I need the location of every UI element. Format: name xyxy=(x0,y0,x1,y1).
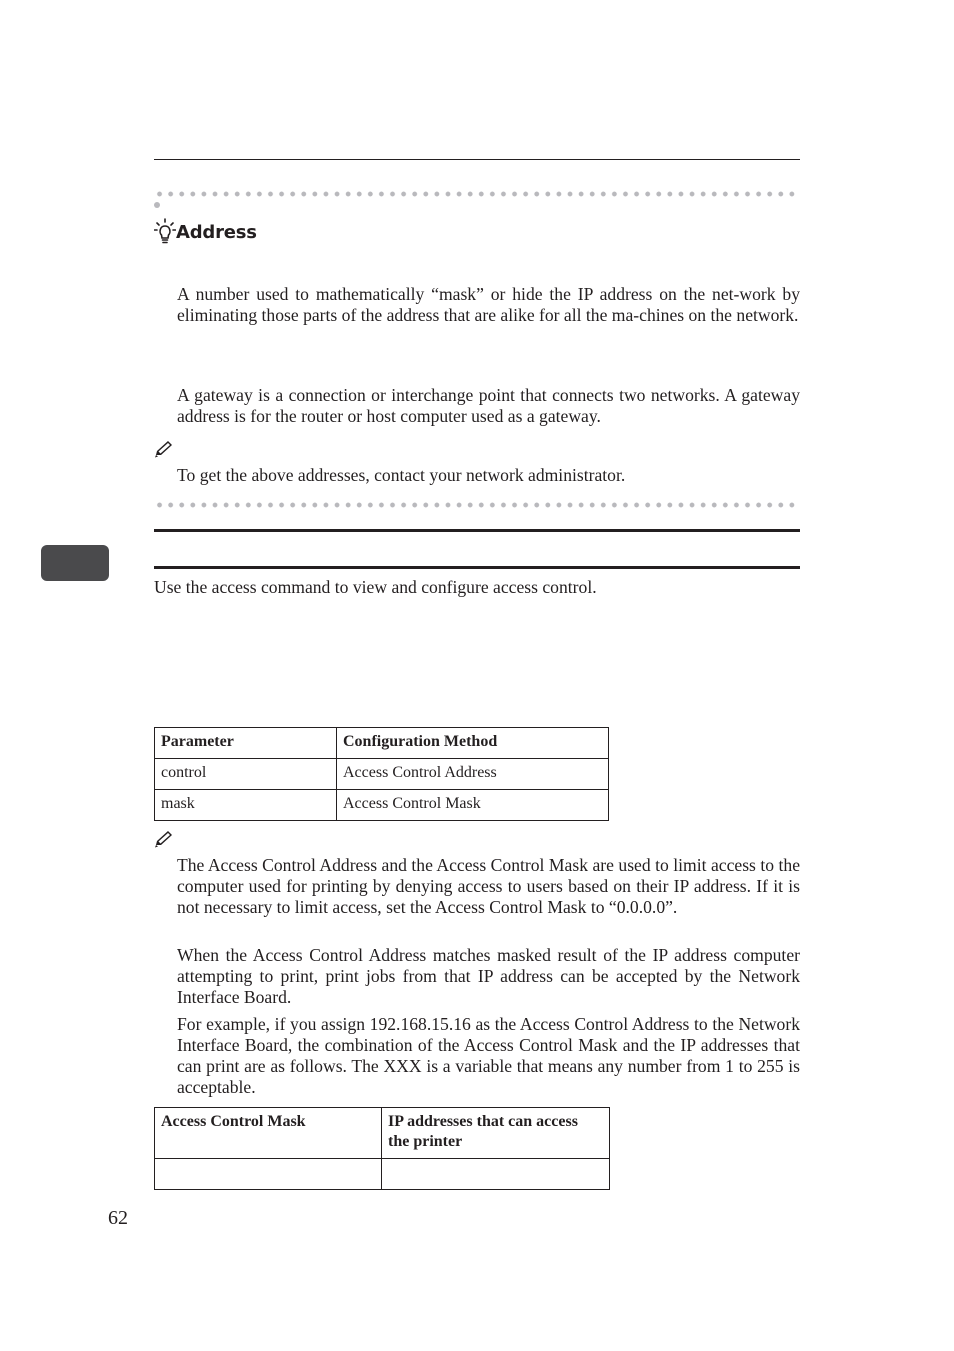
table-row xyxy=(155,759,609,790)
table-header-row xyxy=(155,1108,610,1159)
table-cell xyxy=(382,1159,610,1190)
chapter-thumb-tab xyxy=(41,545,109,581)
reference-dot-corner xyxy=(154,202,160,208)
table-cell: control xyxy=(155,759,337,790)
pencil-icon xyxy=(154,440,174,458)
header-rule xyxy=(154,159,800,160)
table-row xyxy=(155,1159,610,1190)
header-cell: Configuration Method xyxy=(337,728,609,759)
note-paragraph-1: The Access Control Address and the Access Control Mask are used to limit access to the computer used for printing by denying access to users based on their IP address. If it is not necessary to limit access, set the Access Control Mask to “0.0.0.0”. xyxy=(177,855,800,917)
header-cell: Parameter xyxy=(155,728,337,759)
reference-dotted-top xyxy=(154,191,800,197)
reference-paragraph-gateway: A gateway is a connection or interchange point that connects two networks. A gateway address is for the router or host computer used as a gateway. xyxy=(177,385,800,426)
reference-paragraph-mask: A number used to mathematically “mask” or hide the IP address on the net-work by eliminating those parts of the address that are alike for all the ma-chines on the network. xyxy=(177,284,800,325)
section-rule-top xyxy=(154,529,800,532)
header-cell: IP addresses that can access the printer xyxy=(382,1108,610,1159)
mask-table xyxy=(154,1107,610,1190)
pencil-icon xyxy=(154,830,174,848)
table-cell: Access Control Address xyxy=(337,759,609,790)
table-cell: mask xyxy=(155,790,337,821)
lightbulb-icon xyxy=(154,218,176,244)
section-rule-bottom xyxy=(154,566,800,569)
header-cell: Access Control Mask xyxy=(155,1108,382,1159)
note-paragraph-2: When the Access Control Address matches masked result of the IP address computer attempting to print, print jobs from that IP address can be accepted by the Network Interface Board. xyxy=(177,945,800,1007)
reference-title: Address xyxy=(176,222,257,243)
note-paragraph-3: For example, if you assign 192.168.15.16 as the Access Control Address to the Network Interface Board, the combination of the Access Control Mask and the IP addresses that can print are as follows. The XXX is a variable that means any number from 1 to 255 is acceptable. xyxy=(177,1014,800,1097)
parameter-table xyxy=(154,727,609,821)
table-cell xyxy=(155,1159,382,1190)
page-number: 62 xyxy=(108,1207,128,1229)
table-row xyxy=(155,790,609,821)
table-header-row xyxy=(155,728,609,759)
reference-dotted-bottom xyxy=(154,502,800,508)
table-cell: Access Control Mask xyxy=(337,790,609,821)
reference-note: To get the above addresses, contact your network administrator. xyxy=(177,465,626,485)
section-intro: Use the access command to view and configure access control. xyxy=(154,577,597,597)
